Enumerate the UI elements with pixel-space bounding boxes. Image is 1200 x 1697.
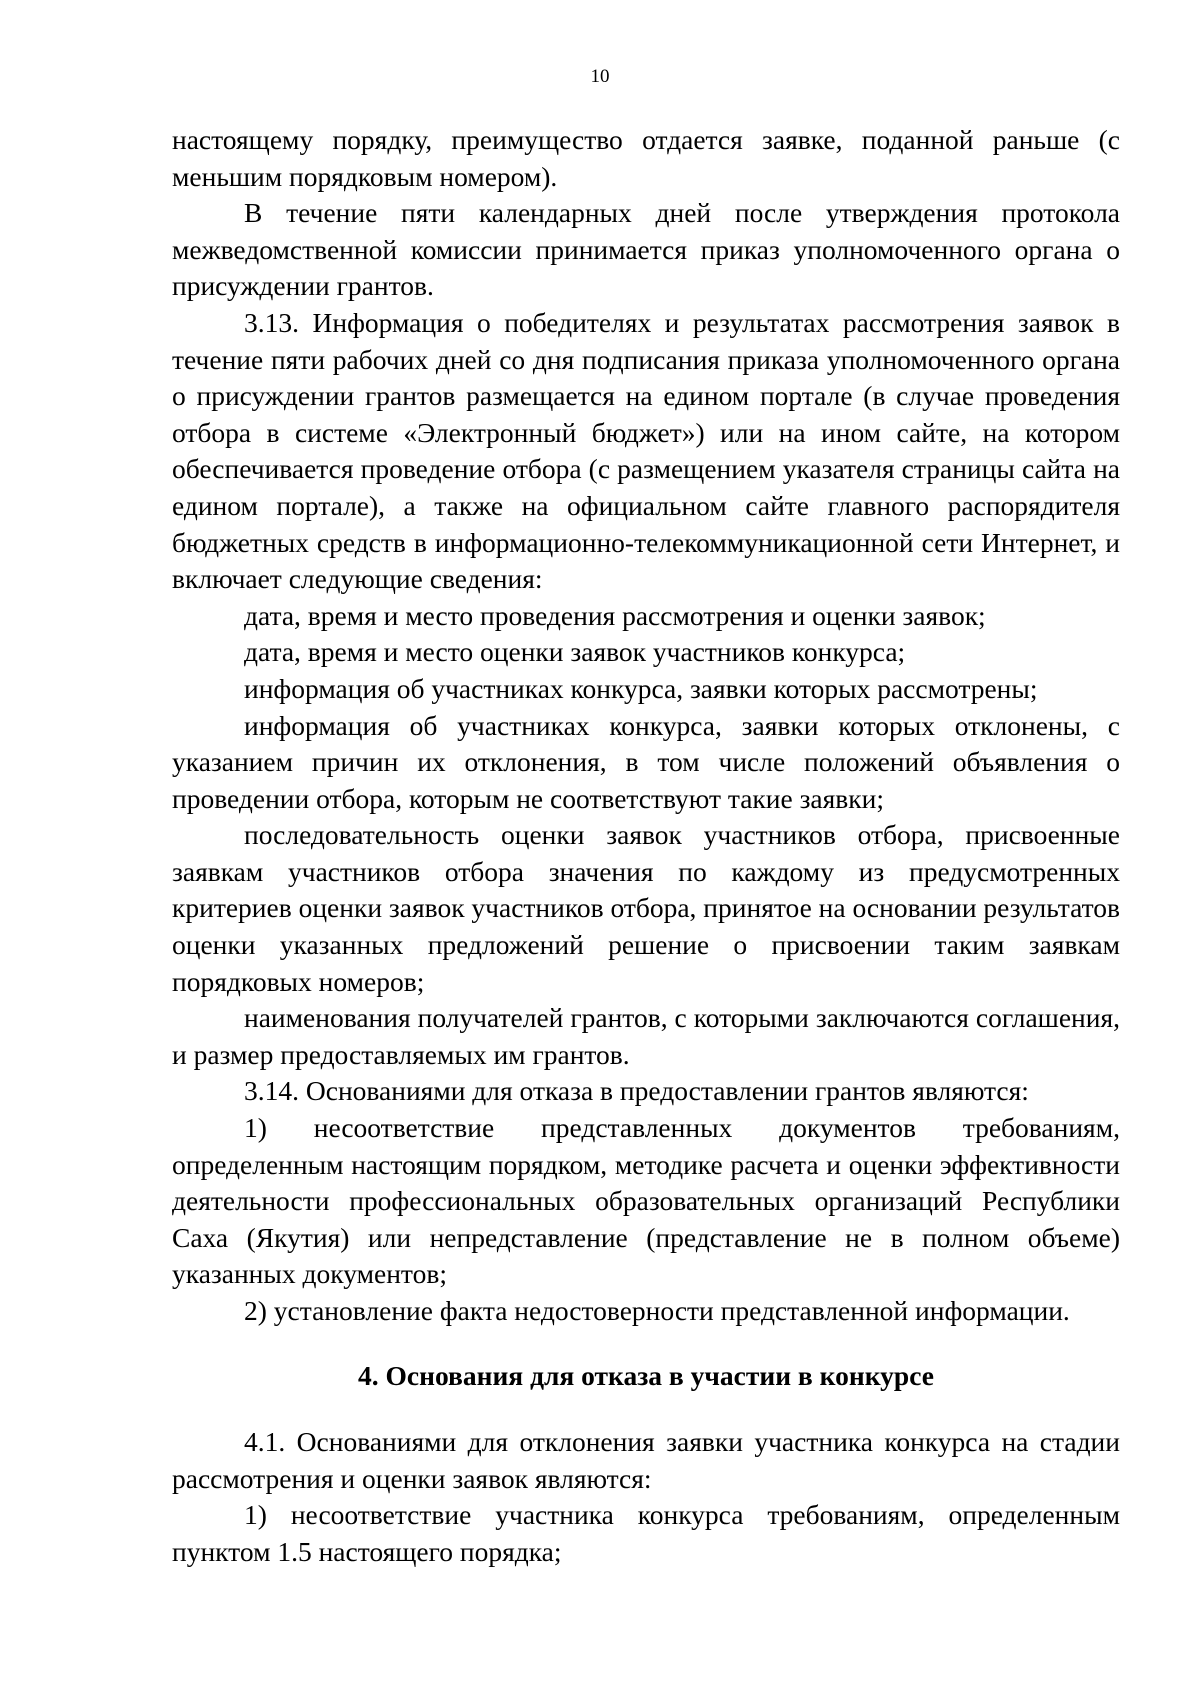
paragraph: наименования получателей грантов, с которыми заключаются соглашения, и размер предоставляемых им грантов. [172, 1002, 1120, 1070]
paragraph: 4.1. Основаниями для отклонения заявки участника конкурса на стадии рассмотрения и оценки заявок являются: [172, 1426, 1120, 1494]
section-heading: 4. Основания для отказа в участии в конкурсе [358, 1359, 934, 1391]
document-body [172, 122, 1120, 1571]
paragraph: 3.14. Основаниями для отказа в предоставлении грантов являются: [244, 1075, 1029, 1107]
section-4-text [172, 1424, 1120, 1570]
paragraph: 2) установление факта недостоверности представленной информации. [244, 1295, 1070, 1326]
page-number: 10 [590, 66, 610, 87]
paragraph: информация об участниках конкурса, заявки которых отклонены, с указанием причин их отклонения, в том числе положений объявления о проведении отбора, которым не соответствуют такие заявки; [172, 709, 1120, 814]
section-3-text [172, 122, 1120, 1330]
paragraph: 1) несоответствие участника конкурса требованиям, определенным пунктом 1.5 настоящего порядка; [172, 1499, 1120, 1567]
paragraph: 1) несоответствие представленных документов требованиям, определенным настоящим порядком, методике расчета и оценки эффективности деятельности профессиональных образовательных организаций Республики Саха (Якутия) или непредставление (представление не в полном объеме) указанных документов; [172, 1112, 1120, 1290]
paragraph: последовательность оценки заявок участников отбора, присвоенные заявкам участников отбора значения по каждому из предусмотренных критериев оценки заявок участников отбора, принятое на основании результатов оценки указанных предложений решение о присвоении таким заявкам порядковых номеров; [172, 819, 1120, 997]
paragraph: настоящему порядку, преимущество отдается заявке, поданной раньше (с меньшим порядковым номером). [172, 124, 1120, 192]
paragraph: информация об участниках конкурса, заявки которых рассмотрены; [244, 672, 1038, 704]
paragraph: 3.13. Информация о победителях и результатах рассмотрения заявок в течение пяти рабочих дней со дня подписания приказа уполномоченного органа о присуждении грантов размещается на едином портале (в случае проведения отбора в системе «Электронный бюджет») или на ином сайте, на котором обеспечивается проведение отбора (с размещением указателя страницы сайта на едином портале), а также на официальном сайте главного распорядителя бюджетных средств в информационно-телекоммуникационной сети Интернет, и включает следующие сведения: [172, 306, 1120, 595]
paragraph: дата, время и место оценки заявок участников конкурса; [244, 636, 906, 668]
paragraph: дата, время и место проведения рассмотрения и оценки заявок; [244, 599, 986, 631]
paragraph: В течение пяти календарных дней после утверждения протокола межведомственной комиссии принимается приказ уполномоченного органа о присуждении грантов. [172, 197, 1120, 302]
